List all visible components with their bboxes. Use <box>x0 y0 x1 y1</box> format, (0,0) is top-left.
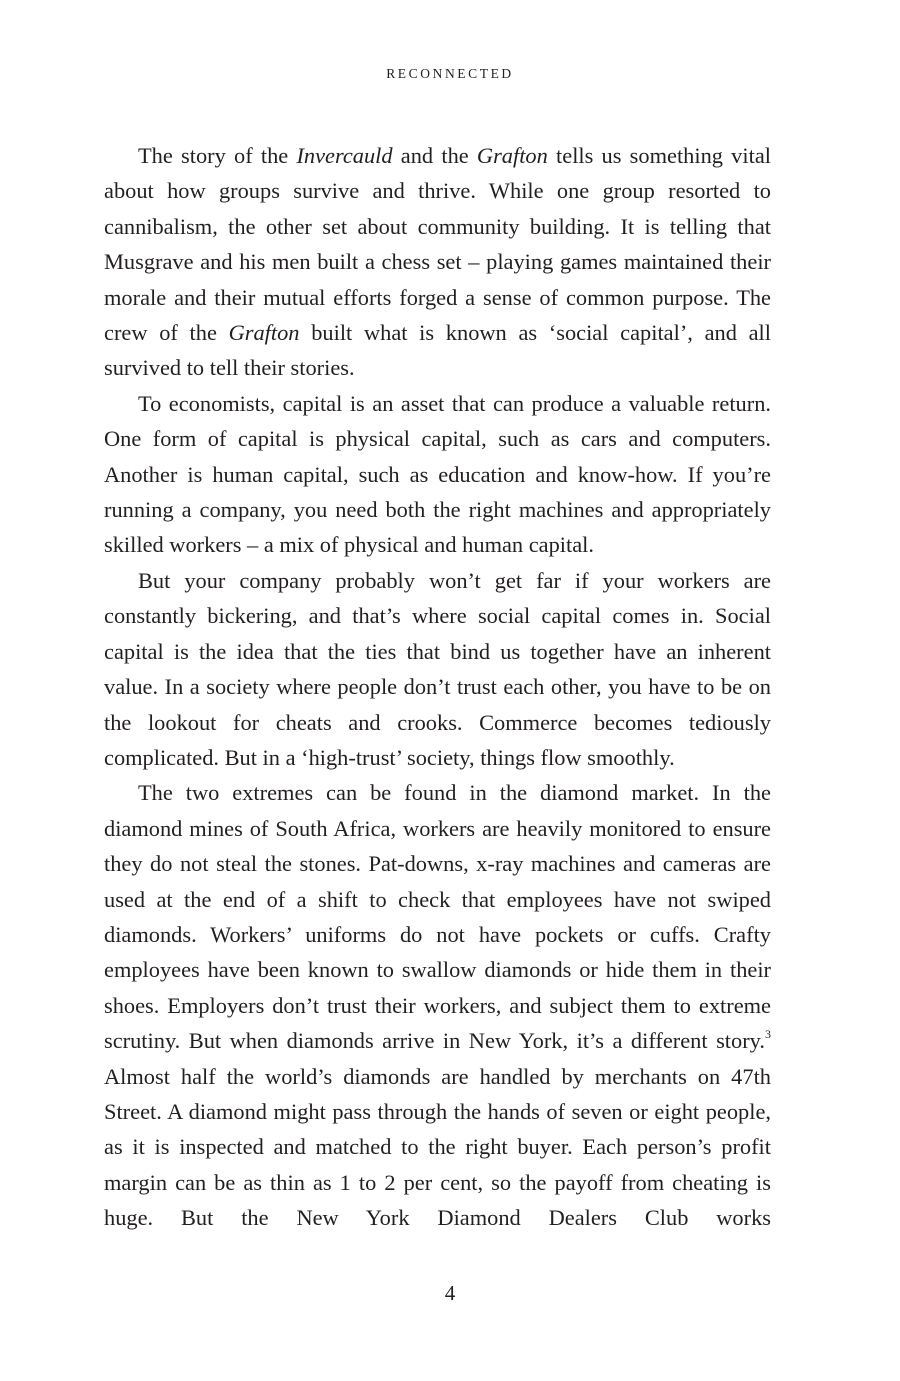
text-run: The two extremes can be found in the diamond market. In the diamond mines of South Africa, workers are heavily monitored to ensure they do not steal the stones. Pat-downs, x-ray machines and cameras are used at the end of a shift to check that employees have not swiped diamonds. Workers’ uniforms do not have pockets or cuffs. Crafty employees have been known to swallow diamonds or hide them in their shoes. Employers don’t trust their workers, and subject them to extreme scrutiny. But when diamonds arrive in New York, it’s a different story. <box>104 780 771 1054</box>
running-head: RECONNECTED <box>386 66 514 81</box>
text-run: The story of the <box>138 143 297 168</box>
text-run: Almost half the world’s diamonds are handled by merchants on 47th Street. A diamond might pass through the hands of seven or eight people, as it is inspected and matched to the right buyer. Each person’s profit margin can be as thin as 1 to 2 per cent, so the payoff from cheating is huge. But the New York Diamond Dealers Club works <box>104 1063 771 1231</box>
ship-name: Grafton <box>476 143 548 168</box>
paragraph-2: To economists, capital is an asset that can produce a valuable return. One form of capital is physical capital, such as cars and computers. Another is human capital, such as education and know-how. If you’re running a company, you need both the right machines and appropriately skilled workers – a mix of physical and human capital. <box>104 390 771 558</box>
footnote-reference: 3 <box>765 1026 771 1041</box>
paragraph-1 <box>104 138 771 386</box>
text-run: and the <box>392 143 477 168</box>
paragraph-3: But your company probably won’t get far if your workers are constantly bickering, and that’s where social capital comes in. Social capital is the idea that the ties that bind us together have an inherent value. In a society where people don’t trust each other, you have to be on the lookout for cheats and crooks. Commerce becomes tediously complicated. But in a ‘high-trust’ society, things flow smoothly. <box>104 567 771 770</box>
ship-name: Invercauld <box>296 143 393 168</box>
page-number: 4 <box>444 1281 456 1305</box>
paragraph-4 <box>104 775 771 1235</box>
body-text <box>104 138 771 1236</box>
text-run: tells us something vital about how groups survive and thrive. While one group resorted to cannibalism, the other set about community building. It is telling that Musgrave and his men built a chess set – playing games maintained their morale and their mutual efforts forged a sense of common purpose. The crew of the <box>104 143 771 346</box>
ship-name: Grafton <box>228 320 300 346</box>
text-run: built what is known as ‘social capital’, and all survived to tell their stories. <box>104 320 771 381</box>
